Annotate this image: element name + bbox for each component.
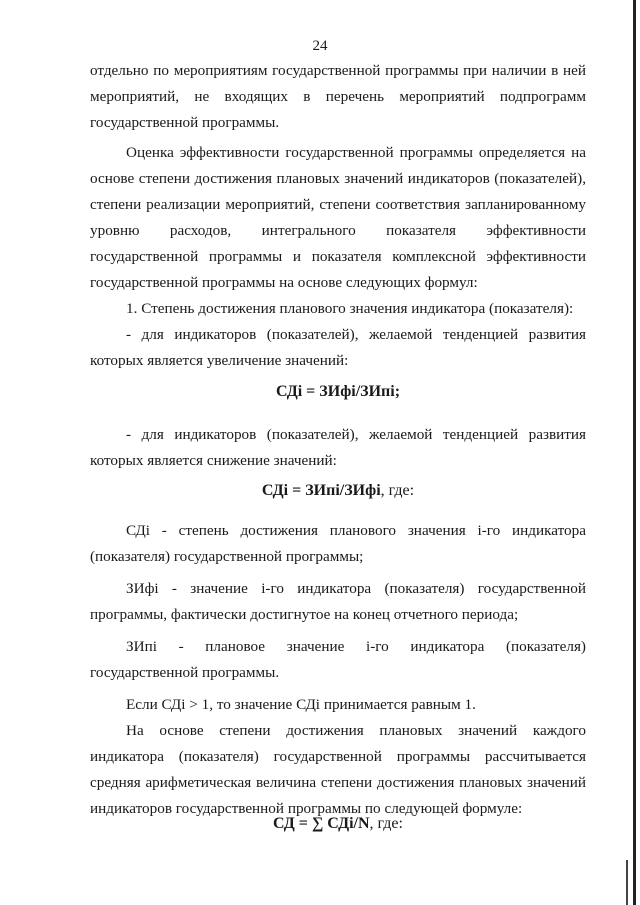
paragraph-condition: Если СДі > 1, то значение СДі принимается равным 1.: [126, 696, 476, 713]
scan-edge: [633, 0, 636, 905]
paragraph-decrease: - для индикаторов (показателей), желаемой тенденцией развития которых является снижение значений:: [90, 426, 586, 469]
paragraph-evaluation: Оценка эффективности государственной программы определяется на основе степени достижения плановых значений индикаторов (показателей), степени реализации мероприятий, степени соответствия запланированному уровню расходов, интегрального показателя эффективности государственной программы и показателя комплексной эффективности государственной программы на основе следующих формул:: [90, 144, 586, 291]
paragraph-increase: - для индикаторов (показателей), желаемой тенденцией развития которых является увеличение значений:: [90, 326, 586, 369]
paragraph-item-1: 1. Степень достижения планового значения индикатора (показателя):: [126, 300, 574, 317]
formula-average: [90, 815, 586, 833]
definition-zif: ЗИфі - значение і-го индикатора (показателя) государственной программы, фактически достигнутое на конец отчетного периода;: [90, 580, 586, 623]
text-block-2: [90, 422, 586, 474]
scan-edge-mark: [626, 860, 628, 905]
paragraph-continuation: отдельно по мероприятиям государственной программы при наличии в ней мероприятий, не входящих в перечень мероприятий подпрограмм государственной программы.: [90, 62, 586, 131]
formula-average-tail: , где:: [369, 815, 403, 832]
formula-decrease-tail: , где:: [380, 482, 415, 499]
definition-sd: СДі - степень достижения планового значения і-го индикатора (показателя) государственной программы;: [90, 522, 586, 565]
formula-decrease-expr: СДі = ЗИпі/ЗИфі: [261, 482, 381, 499]
formula-increase: СДі = ЗИфі/ЗИпі;: [275, 383, 401, 400]
text-block-1: [90, 58, 586, 374]
formula-average-expr: СД = ∑ СДі/N: [273, 815, 370, 832]
formula-decrease: [90, 482, 586, 500]
page-number: 24: [312, 38, 328, 54]
definition-zip: ЗИпі - плановое значение і-го индикатора (показателя) государственной программы.: [90, 638, 586, 681]
text-block-3: [90, 518, 586, 822]
paragraph-average: На основе степени достижения плановых значений каждого индикатора (показателя) государственной программы рассчитывается средняя арифметическая величина степени достижения плановых значений индикаторов государственной программы по следующей формуле:: [90, 722, 586, 817]
